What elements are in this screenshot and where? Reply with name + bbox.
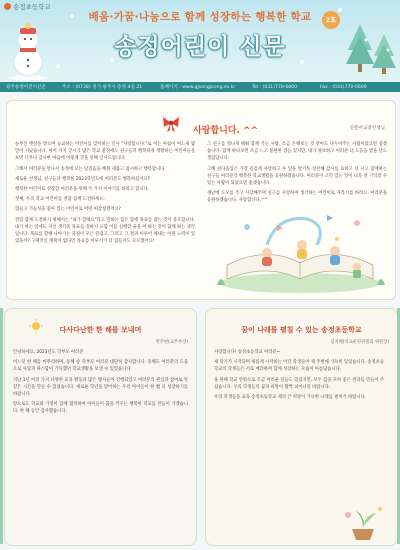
box-byline: 심지혜(학교운영위원회 위원장): [330, 340, 389, 345]
article-column-right: [207, 141, 387, 208]
snowman-icon: [8, 18, 48, 80]
box-text: [214, 349, 384, 404]
paragraph: 첫째, 우리 학교 어린이를 결합 함께 도전하세요.: [15, 197, 105, 203]
article-byline: 신문어교장선생님: [349, 126, 385, 131]
issue-badge: 2호: [322, 11, 340, 29]
principal-message-box: [4, 308, 197, 546]
main-article: [6, 100, 396, 300]
snowflake: [110, 58, 114, 62]
snowflake: [56, 64, 60, 68]
snowflake: [300, 60, 304, 64]
box-byline: 박주현(교무부장): [155, 340, 188, 345]
paragraph: 결함 함께 도전하기 위해서는 "내가 할래요"라고 말하는 힘은 함에 목표를 잡는 것이 중요합니다. 내가 하는 일에도 자신 생각을 목표를 정하지 포함 이를 실행할 줄을 이 하는 것이 함께 하는 생각입니다. 목표를 향해 나아가는 과정이 모든 즐겁고, 그러고 그 결과 이루어 해내는 어떤 노력이 있었을까? 구체적인 계획이 없다면 목표를 이루기가 더 힘들지도 모르겠어요!: [15, 217, 195, 245]
paragraph: 눈부신 햇살을 받으며 등교하는 어린이를 맞이하는 인사 "사랑합니다."로 어는 아침이 여느새 몇 달이 지났습니다. 어머 가지 궁시가 많은 학교 환경에도 친구들과 행복하게 생활하는 어린이들을 보면 너무나 감사한 마음에 이렇게 글을 통해 인사드립니다.: [15, 142, 195, 162]
box-title: 다사다난한 한 해를 보내며: [59, 326, 142, 334]
paragraph: 행복한 어린이로 성장할 여러분을 위해 두 가지 이야기를 하려고 합니다.: [15, 187, 150, 193]
paragraph: 그해서 여러분을 만나서 송정에 모는 달걸음을 해볼 새롭고 잡시하고 행복합니다.: [15, 166, 166, 172]
school-name: 송정초등학교: [13, 3, 51, 11]
article-title: 사랑합니다. ^^: [193, 126, 259, 136]
paragraph: 그해 친다움입은 가장 즐겁게 사랑하고 수 있을 받기록 칭찬해 감사를 표하고 더 시고 함께하는 친구들 여러분의 행복한 학교생활을 응원하겠습니다. 여러분이 고민 있는 일이 더욱 잘 기억할 수 있는 사람이 되었으면 좋겠습니다.: [207, 166, 387, 187]
address: 주소 : (0738) 경기 광주시 송정 4길 21: [62, 85, 143, 90]
phone: Tel : (031)770-6800: [252, 85, 298, 90]
article-column-left: [15, 141, 195, 248]
children-reading-illustration: [207, 205, 393, 295]
paragraph: 새로운 선생님, 친구들과 행복한 2023학년도에 여러분도 행복하셨지요?: [15, 176, 150, 182]
newspaper-title: 송정어린이 신문: [114, 34, 286, 60]
ribbon-bow-icon: [161, 115, 181, 133]
winter-trees-icon: [344, 20, 400, 82]
paragraph: 지난 1년 여러 가지 다양한 교육 활동과 많은 행사들이 진행되었고 여러분의 관심과 참여로 뜻깊은 시간을 만들 수 있었습니다. 새로운 학년을 맞이하는 우리 아이들이 한 뼘 더 성장하기를 바랍니다.: [13, 377, 188, 398]
paragraph: 앞으로도 학교와 가정이 함께 협력하여 아이들이 꿈을 키우는 행복한 학교를 만들어 가겠습니다. 한 해 동안 감사했습니다.: [13, 402, 188, 415]
paragraph: 그 친구를 빛나게 해줘 함께 가는 사람, 조금 손해보는 것 같아도 나누어주는 사람이었으면 좋겠습니다. 함께 하다보면 조금 느고 불편한 점들 있지만, 내가 양보하고 여러분 더 도움을 받을 날도 생겼답니다.: [207, 142, 387, 162]
paragraph: 어느덧 한 해를 마무리하며, 통해 송 학부모 여러분 대단히 감사합니다. 올해도 여러분의 도움으로 사랑과 따스함이 가득했던 학교생활을 보낼 수 있었습니다.: [13, 360, 188, 373]
paragraph: 새날에 도모를 주고 사랑해주며 친구를 사랑하며 생각하는 어린이로 자라기를 바라요. 여러분을 응원하겠습니다. 사랑합니다.^^: [207, 191, 387, 204]
school-motto: 배움·가꿈·나눔으로 함께 성장하는 행복한 학교: [88, 11, 312, 23]
right-border-decoration: [390, 308, 400, 544]
box-text: [13, 349, 188, 419]
snowflake: [338, 8, 342, 12]
snowflake: [70, 14, 74, 18]
homepage: 홈페이지 : www.gjsongjeong.es.kr: [160, 85, 236, 90]
fax: Fax : (031)770-6609: [320, 85, 367, 90]
paragraph: 사랑합니다! 송정초등학교 여러분~: [214, 350, 281, 355]
left-border-decoration: [0, 308, 10, 544]
sprout-pot-icon: [338, 505, 388, 541]
paragraph: 새 학기가 시작되며 새롭게 시작하는 어린 학생들이 제 주변에 가득히 있었습니다. 송정초등학교의 학생들은 서로 배려하며 함께 성장하는 모습이 아름답습니다.: [214, 360, 384, 373]
committee-message-box: [205, 308, 398, 546]
paragraph: 험들고 가능성을 좋아 있는 어린이로 어떤 써갔청겠어요?: [15, 207, 121, 213]
paragraph: 우리 학생들을 교육 송정초등학교 제의 큰 희망이 가득한 나래를 펼치기 바랍니다.: [214, 395, 366, 401]
masthead: [0, 0, 400, 92]
paragraph: 안녕하세요, 2023년도 학부모 여러분: [13, 350, 84, 355]
info-bar: [0, 82, 400, 92]
paragraph: 올 한해 학교 안팎으로 조금 어려운 일들도 있었지만, 모두 힘을 모아 좋은 결과를 만들어 주셨습니다. 우리 학생들의 꿈과 희망이 활짝 피어나길 바랍니다.: [214, 377, 384, 390]
box-title: 꿈이 나래를 펼칠 수 있는 송정초등학교: [241, 326, 362, 334]
publisher: 광주송정어린이신문: [6, 85, 46, 90]
